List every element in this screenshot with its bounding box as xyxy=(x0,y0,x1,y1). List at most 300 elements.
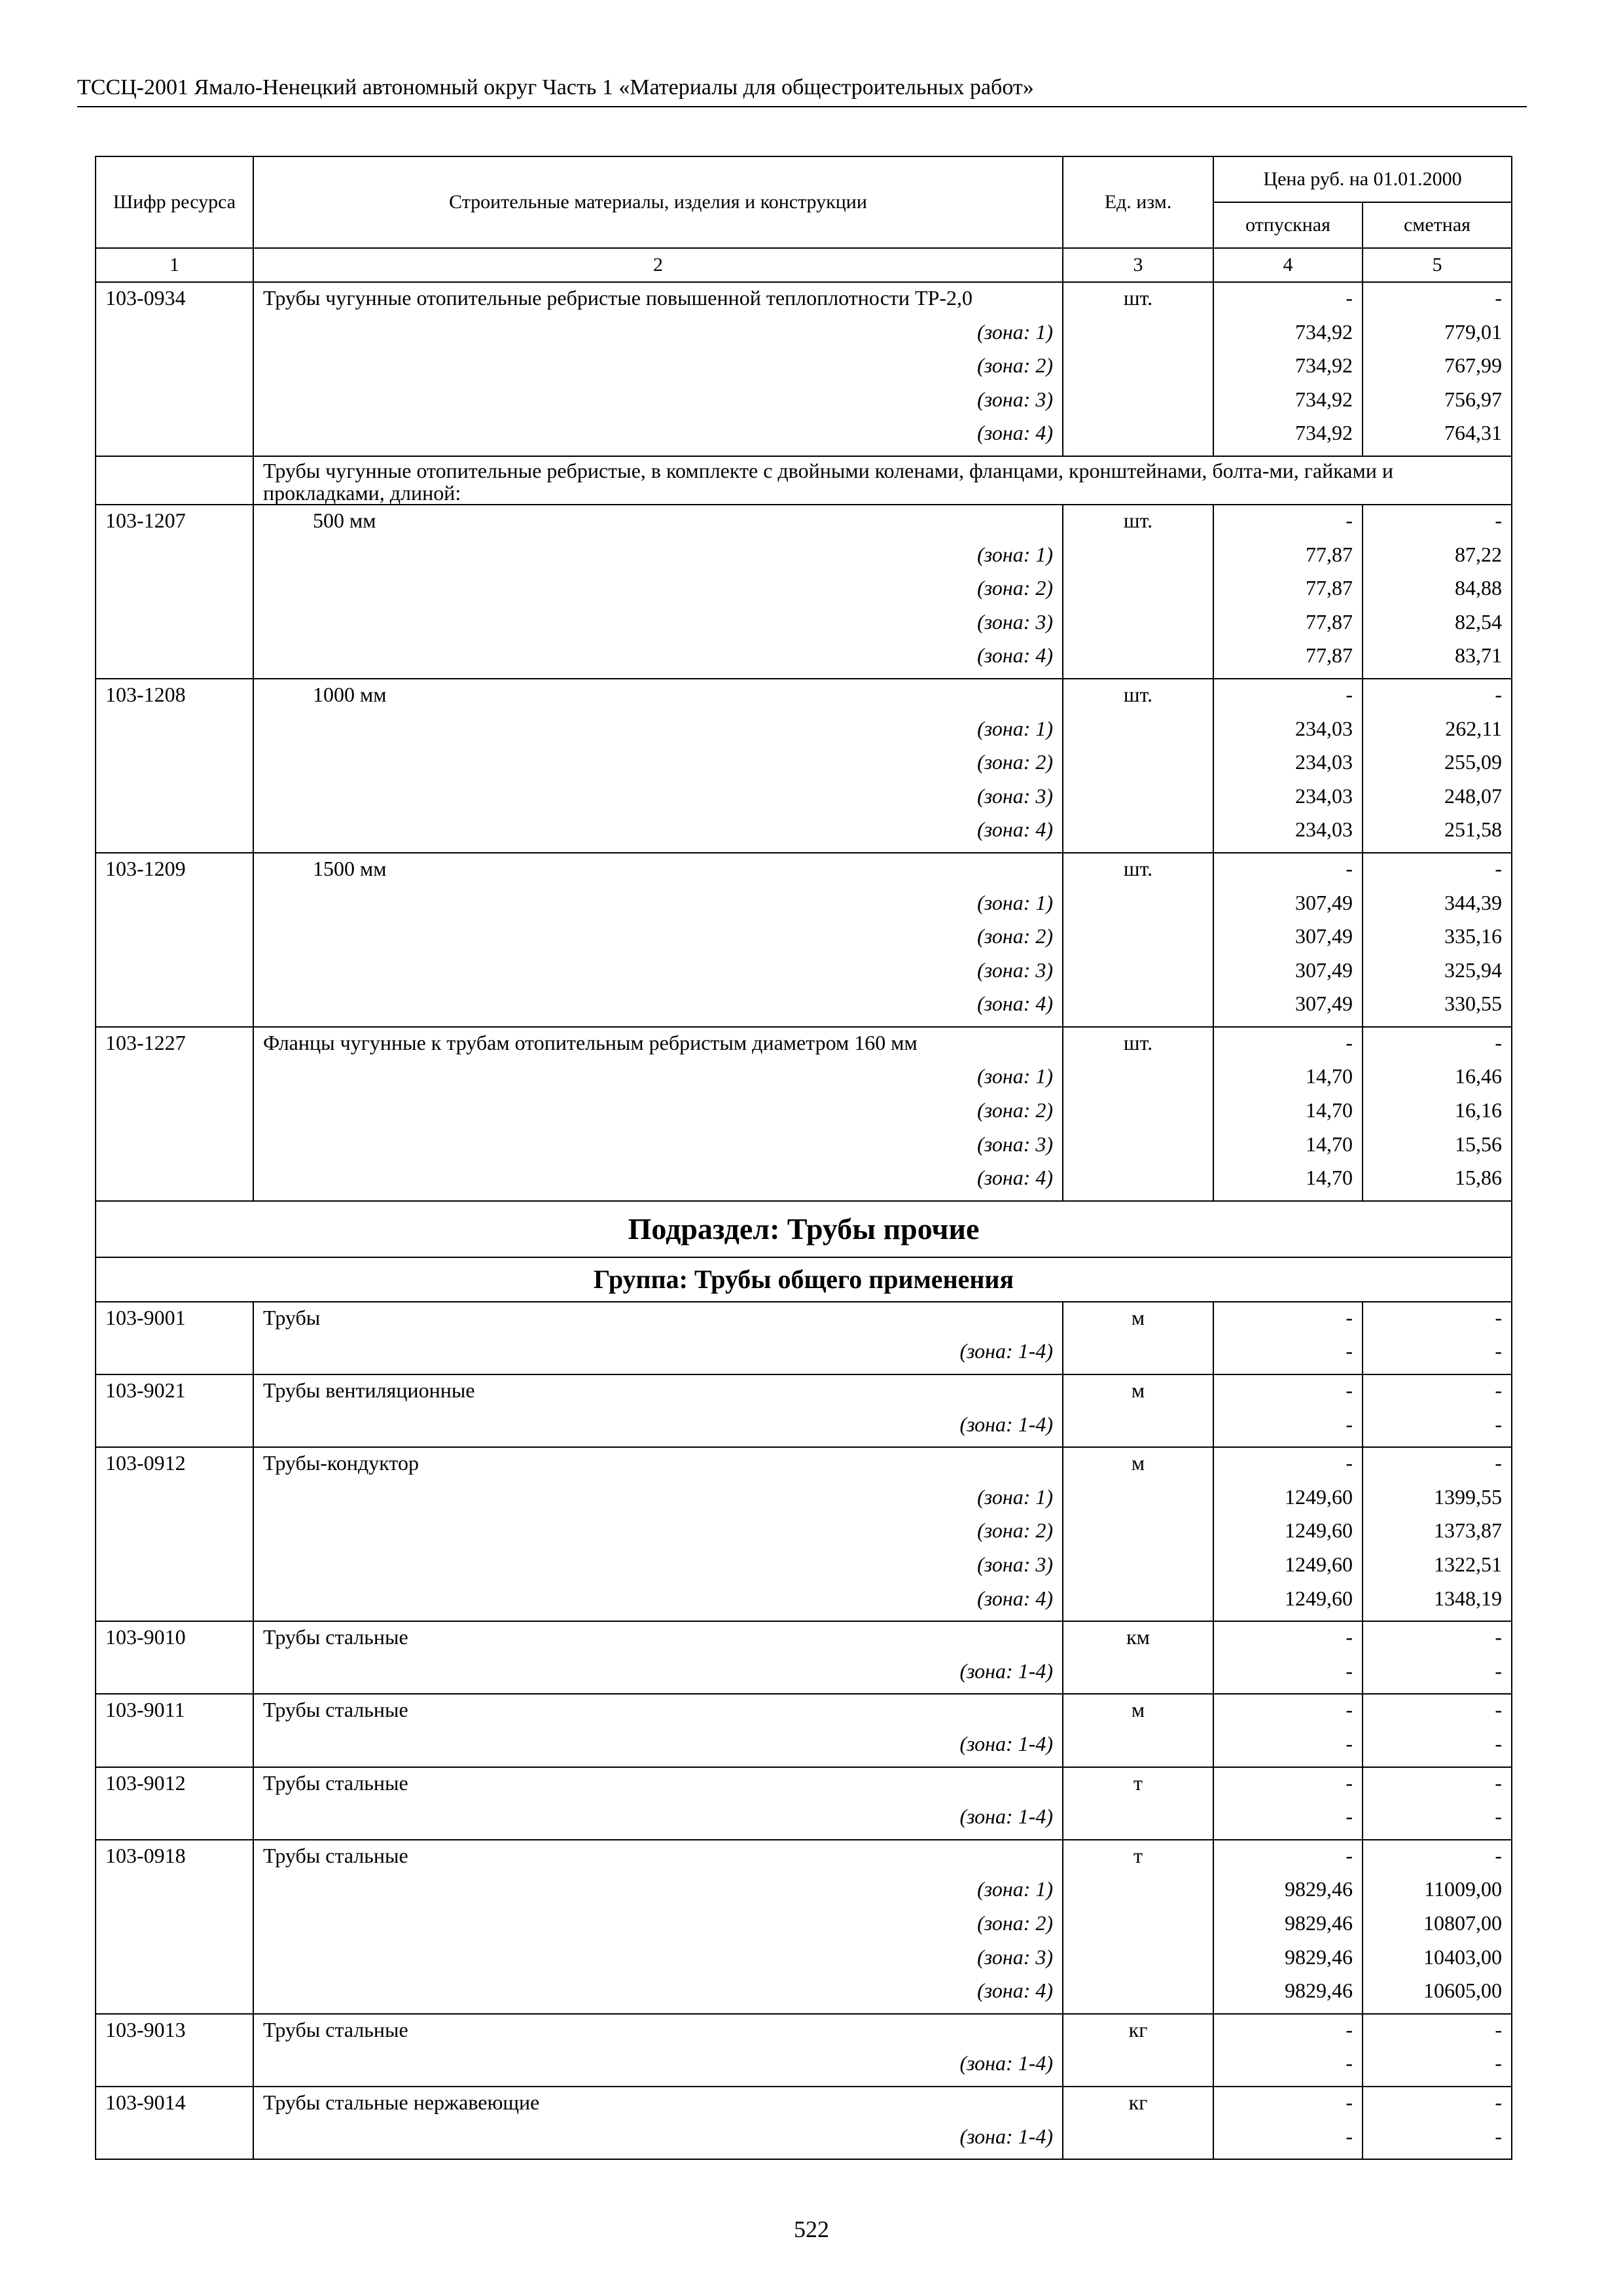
estimate-price: - xyxy=(1363,1340,1512,1374)
zone-row xyxy=(96,959,1512,993)
unit-of-measure xyxy=(1063,1340,1213,1374)
material-name: Трубы-кондуктор xyxy=(253,1447,1063,1486)
column-header-price-group: Цена руб. на 01.01.2000 xyxy=(1213,156,1512,202)
zone-label: (зона: 2) xyxy=(253,1912,1063,1946)
material-name: Трубы вентиляционные xyxy=(253,1374,1063,1413)
zone-label: (зона: 1) xyxy=(253,1878,1063,1912)
material-name: 1000 мм xyxy=(253,679,1063,717)
zone-label: (зона: 3) xyxy=(253,1133,1063,1167)
estimate-price: 1373,87 xyxy=(1363,1519,1512,1553)
table-row xyxy=(96,1840,1512,1878)
resource-code xyxy=(96,1587,253,1622)
release-price: 1249,60 xyxy=(1213,1519,1363,1553)
resource-code xyxy=(96,1553,253,1587)
estimate-price: 15,86 xyxy=(1363,1166,1512,1201)
unit-of-measure: м xyxy=(1063,1374,1213,1413)
release-price: 1249,60 xyxy=(1213,1486,1363,1520)
estimate-price: 82,54 xyxy=(1363,611,1512,645)
release-price: - xyxy=(1213,1767,1363,1806)
release-price: 234,03 xyxy=(1213,751,1363,785)
resource-code: 103-9012 xyxy=(96,1767,253,1806)
zone-label: (зона: 2) xyxy=(253,925,1063,959)
zone-label: (зона: 1-4) xyxy=(253,1413,1063,1448)
group-title-text: Трубы чугунные отопительные ребристые, в комплекте с двойными коленами, фланцами, кронштейнами, болта-ми, гайками и прокладками, длиной: xyxy=(253,456,1512,505)
zone-label: (зона: 3) xyxy=(253,785,1063,819)
zone-label: (зона: 3) xyxy=(253,1553,1063,1587)
resource-code xyxy=(96,2052,253,2087)
unit-of-measure xyxy=(1063,717,1213,751)
subsection-heading-row xyxy=(96,1201,1512,1257)
zone-row xyxy=(96,1587,1512,1622)
resource-code xyxy=(96,1878,253,1912)
release-price: 9829,46 xyxy=(1213,1912,1363,1946)
material-name: Трубы стальные нержавеющие xyxy=(253,2087,1063,2125)
zone-row xyxy=(96,1413,1512,1448)
unit-of-measure xyxy=(1063,959,1213,993)
column-number: 5 xyxy=(1363,248,1512,282)
resource-code: 103-9011 xyxy=(96,1694,253,1732)
zone-row xyxy=(96,388,1512,422)
resource-code xyxy=(96,1805,253,1840)
estimate-price: 15,56 xyxy=(1363,1133,1512,1167)
release-price: 234,03 xyxy=(1213,717,1363,751)
unit-of-measure xyxy=(1063,1946,1213,1980)
unit-of-measure: шт. xyxy=(1063,282,1213,321)
zone-label: (зона: 1) xyxy=(253,1065,1063,1099)
release-price: 77,87 xyxy=(1213,543,1363,577)
group-heading: Группа: Трубы общего применения xyxy=(96,1257,1512,1302)
estimate-price: - xyxy=(1363,679,1512,717)
resource-code: 103-9001 xyxy=(96,1302,253,1340)
unit-of-measure xyxy=(1063,785,1213,819)
unit-of-measure xyxy=(1063,321,1213,355)
resource-code xyxy=(96,321,253,355)
zone-row xyxy=(96,1912,1512,1946)
unit-of-measure: т xyxy=(1063,1840,1213,1878)
release-price: 77,87 xyxy=(1213,644,1363,679)
release-price: - xyxy=(1213,1732,1363,1767)
zone-row xyxy=(96,2052,1512,2087)
resource-code xyxy=(96,992,253,1027)
resource-code xyxy=(96,577,253,611)
zone-label: (зона: 4) xyxy=(253,644,1063,679)
estimate-price: - xyxy=(1363,505,1512,543)
zone-row xyxy=(96,354,1512,388)
estimate-price: 779,01 xyxy=(1363,321,1512,355)
unit-of-measure xyxy=(1063,354,1213,388)
resource-code xyxy=(96,1519,253,1553)
resource-code xyxy=(96,1065,253,1099)
release-price: - xyxy=(1213,1805,1363,1840)
table-row xyxy=(96,1027,1512,1066)
resource-code xyxy=(96,1946,253,1980)
zone-row xyxy=(96,992,1512,1027)
column-header-name: Строительные материалы, изделия и конструкции xyxy=(253,156,1063,248)
zone-label: (зона: 1) xyxy=(253,891,1063,925)
table-row xyxy=(96,1621,1512,1660)
resource-code xyxy=(96,388,253,422)
resource-code xyxy=(96,1133,253,1167)
resource-code xyxy=(96,1099,253,1133)
resource-code: 103-1208 xyxy=(96,679,253,717)
release-price: 734,92 xyxy=(1213,321,1363,355)
unit-of-measure xyxy=(1063,1912,1213,1946)
unit-of-measure xyxy=(1063,543,1213,577)
estimate-price: 330,55 xyxy=(1363,992,1512,1027)
table-row xyxy=(96,505,1512,543)
zone-row xyxy=(96,717,1512,751)
column-number: 2 xyxy=(253,248,1063,282)
resource-code xyxy=(96,456,253,505)
resource-code: 103-9010 xyxy=(96,1621,253,1660)
document-header: ТССЦ-2001 Ямало-Ненецкий автономный округ Часть 1 «Материалы для общестроительных работ» xyxy=(77,75,1034,99)
zone-label: (зона: 2) xyxy=(253,1099,1063,1133)
resource-code xyxy=(96,611,253,645)
release-price: - xyxy=(1213,1340,1363,1374)
resource-code xyxy=(96,717,253,751)
estimate-price: - xyxy=(1363,853,1512,891)
zone-label: (зона: 1-4) xyxy=(253,1732,1063,1767)
unit-of-measure xyxy=(1063,611,1213,645)
estimate-price: 1322,51 xyxy=(1363,1553,1512,1587)
release-price: - xyxy=(1213,1660,1363,1695)
zone-row xyxy=(96,2125,1512,2160)
column-number: 1 xyxy=(96,248,253,282)
estimate-price: - xyxy=(1363,1840,1512,1878)
estimate-price: - xyxy=(1363,1732,1512,1767)
zone-row xyxy=(96,422,1512,456)
release-price: 734,92 xyxy=(1213,422,1363,456)
estimate-price: - xyxy=(1363,1413,1512,1448)
material-name: Трубы стальные xyxy=(253,2014,1063,2053)
table-row xyxy=(96,1374,1512,1413)
zone-label: (зона: 4) xyxy=(253,1166,1063,1201)
release-price: - xyxy=(1213,505,1363,543)
zone-row xyxy=(96,1878,1512,1912)
resource-code xyxy=(96,959,253,993)
release-price: 77,87 xyxy=(1213,577,1363,611)
unit-of-measure xyxy=(1063,1486,1213,1520)
resource-code xyxy=(96,891,253,925)
group-heading-row xyxy=(96,1257,1512,1302)
resource-code xyxy=(96,785,253,819)
zone-row xyxy=(96,925,1512,959)
zone-row xyxy=(96,1519,1512,1553)
zone-row xyxy=(96,1133,1512,1167)
release-price: - xyxy=(1213,1374,1363,1413)
estimate-price: - xyxy=(1363,1660,1512,1695)
zone-label: (зона: 1) xyxy=(253,543,1063,577)
zone-row xyxy=(96,1340,1512,1374)
unit-of-measure: м xyxy=(1063,1302,1213,1340)
resource-code: 103-1209 xyxy=(96,853,253,891)
unit-of-measure xyxy=(1063,2125,1213,2160)
release-price: 307,49 xyxy=(1213,992,1363,1027)
table-row xyxy=(96,1767,1512,1806)
estimate-price: 1348,19 xyxy=(1363,1587,1512,1622)
zone-label: (зона: 1) xyxy=(253,1486,1063,1520)
unit-of-measure xyxy=(1063,1660,1213,1695)
release-price: - xyxy=(1213,1413,1363,1448)
resource-code xyxy=(96,543,253,577)
column-number: 3 xyxy=(1063,248,1213,282)
zone-row xyxy=(96,785,1512,819)
zone-row xyxy=(96,1099,1512,1133)
estimate-price: 325,94 xyxy=(1363,959,1512,993)
zone-row xyxy=(96,1660,1512,1695)
resource-code xyxy=(96,422,253,456)
resource-code: 103-9021 xyxy=(96,1374,253,1413)
zone-row xyxy=(96,1065,1512,1099)
page-number: 522 xyxy=(794,2216,829,2242)
unit-of-measure xyxy=(1063,1553,1213,1587)
material-name: Трубы чугунные отопительные ребристые повышенной теплоплотности ТР-2,0 xyxy=(253,282,1063,321)
release-price: - xyxy=(1213,2052,1363,2087)
material-name: 1500 мм xyxy=(253,853,1063,891)
material-name: Фланцы чугунные к трубам отопительным ребристым диаметром 160 мм xyxy=(253,1027,1063,1066)
zone-row xyxy=(96,577,1512,611)
unit-of-measure xyxy=(1063,925,1213,959)
resource-code xyxy=(96,925,253,959)
estimate-price: - xyxy=(1363,2125,1512,2160)
release-price: - xyxy=(1213,679,1363,717)
release-price: 14,70 xyxy=(1213,1065,1363,1099)
estimate-price: 1399,55 xyxy=(1363,1486,1512,1520)
resource-code: 103-0912 xyxy=(96,1447,253,1486)
unit-of-measure: шт. xyxy=(1063,679,1213,717)
unit-of-measure: кг xyxy=(1063,2014,1213,2053)
zone-row xyxy=(96,1946,1512,1980)
release-price: - xyxy=(1213,2014,1363,2053)
release-price: - xyxy=(1213,2125,1363,2160)
resource-code xyxy=(96,1979,253,2014)
release-price: - xyxy=(1213,1621,1363,1660)
estimate-price: - xyxy=(1363,1805,1512,1840)
material-name: Трубы xyxy=(253,1302,1063,1340)
release-price: 77,87 xyxy=(1213,611,1363,645)
unit-of-measure: км xyxy=(1063,1621,1213,1660)
unit-of-measure xyxy=(1063,1065,1213,1099)
zone-row xyxy=(96,1805,1512,1840)
unit-of-measure: м xyxy=(1063,1694,1213,1732)
unit-of-measure xyxy=(1063,422,1213,456)
resource-code xyxy=(96,751,253,785)
zone-label: (зона: 4) xyxy=(253,1587,1063,1622)
release-price: 14,70 xyxy=(1213,1166,1363,1201)
estimate-price: 248,07 xyxy=(1363,785,1512,819)
unit-of-measure: шт. xyxy=(1063,853,1213,891)
zone-row xyxy=(96,644,1512,679)
resource-code xyxy=(96,1732,253,1767)
estimate-price: 83,71 xyxy=(1363,644,1512,679)
zone-label: (зона: 2) xyxy=(253,354,1063,388)
unit-of-measure: м xyxy=(1063,1447,1213,1486)
estimate-price: 87,22 xyxy=(1363,543,1512,577)
zone-row xyxy=(96,818,1512,853)
resource-code: 103-9013 xyxy=(96,2014,253,2053)
zone-row xyxy=(96,1732,1512,1767)
release-price: 9829,46 xyxy=(1213,1878,1363,1912)
table-row xyxy=(96,282,1512,321)
release-price: 307,49 xyxy=(1213,959,1363,993)
resource-code xyxy=(96,1660,253,1695)
estimate-price: - xyxy=(1363,1767,1512,1806)
estimate-price: - xyxy=(1363,2014,1512,2053)
release-price: 234,03 xyxy=(1213,818,1363,853)
resource-code: 103-1207 xyxy=(96,505,253,543)
estimate-price: 335,16 xyxy=(1363,925,1512,959)
zone-row xyxy=(96,543,1512,577)
unit-of-measure xyxy=(1063,1099,1213,1133)
unit-of-measure xyxy=(1063,818,1213,853)
estimate-price: - xyxy=(1363,1302,1512,1340)
zone-label: (зона: 4) xyxy=(253,992,1063,1027)
release-price: - xyxy=(1213,2087,1363,2125)
unit-of-measure xyxy=(1063,751,1213,785)
resource-code: 103-0934 xyxy=(96,282,253,321)
estimate-price: - xyxy=(1363,2087,1512,2125)
resource-code: 103-9014 xyxy=(96,2087,253,2125)
unit-of-measure xyxy=(1063,1519,1213,1553)
zone-label: (зона: 1-4) xyxy=(253,1660,1063,1695)
release-price: 734,92 xyxy=(1213,354,1363,388)
group-title-row xyxy=(96,456,1512,505)
estimate-price: 262,11 xyxy=(1363,717,1512,751)
release-price: - xyxy=(1213,853,1363,891)
release-price: - xyxy=(1213,1302,1363,1340)
unit-of-measure: кг xyxy=(1063,2087,1213,2125)
unit-of-measure xyxy=(1063,1587,1213,1622)
release-price: - xyxy=(1213,1447,1363,1486)
table-row xyxy=(96,2087,1512,2125)
estimate-price: 764,31 xyxy=(1363,422,1512,456)
zone-label: (зона: 3) xyxy=(253,959,1063,993)
release-price: - xyxy=(1213,1840,1363,1878)
estimate-price: - xyxy=(1363,1027,1512,1066)
zone-label: (зона: 3) xyxy=(253,1946,1063,1980)
table-body xyxy=(96,282,1512,2159)
unit-of-measure xyxy=(1063,577,1213,611)
release-price: 9829,46 xyxy=(1213,1979,1363,2014)
zone-label: (зона: 4) xyxy=(253,818,1063,853)
zone-label: (зона: 3) xyxy=(253,388,1063,422)
zone-label: (зона: 1-4) xyxy=(253,1340,1063,1374)
material-name: Трубы стальные xyxy=(253,1621,1063,1660)
zone-row xyxy=(96,1979,1512,2014)
resource-code xyxy=(96,1912,253,1946)
release-price: 234,03 xyxy=(1213,785,1363,819)
unit-of-measure xyxy=(1063,1979,1213,2014)
estimate-price: - xyxy=(1363,1621,1512,1660)
unit-of-measure: шт. xyxy=(1063,505,1213,543)
estimate-price: 10605,00 xyxy=(1363,1979,1512,2014)
resource-code xyxy=(96,1486,253,1520)
zone-label: (зона: 1-4) xyxy=(253,1805,1063,1840)
zone-label: (зона: 2) xyxy=(253,577,1063,611)
zone-label: (зона: 2) xyxy=(253,1519,1063,1553)
unit-of-measure xyxy=(1063,1413,1213,1448)
unit-of-measure: шт. xyxy=(1063,1027,1213,1066)
unit-of-measure: т xyxy=(1063,1767,1213,1806)
table-row xyxy=(96,853,1512,891)
release-price: 1249,60 xyxy=(1213,1587,1363,1622)
column-header-unit: Ед. изм. xyxy=(1063,156,1213,248)
estimate-price: - xyxy=(1363,282,1512,321)
header-divider xyxy=(77,106,1527,107)
unit-of-measure xyxy=(1063,2052,1213,2087)
zone-label: (зона: 1) xyxy=(253,321,1063,355)
zone-label: (зона: 1-4) xyxy=(253,2125,1063,2160)
material-name: Трубы стальные xyxy=(253,1767,1063,1806)
unit-of-measure xyxy=(1063,891,1213,925)
release-price: 14,70 xyxy=(1213,1133,1363,1167)
resource-code xyxy=(96,818,253,853)
column-header-release-price: отпускная xyxy=(1213,202,1363,248)
zone-label: (зона: 1) xyxy=(253,717,1063,751)
unit-of-measure xyxy=(1063,1133,1213,1167)
unit-of-measure xyxy=(1063,1166,1213,1201)
release-price: 307,49 xyxy=(1213,925,1363,959)
unit-of-measure xyxy=(1063,388,1213,422)
material-name: Трубы стальные xyxy=(253,1694,1063,1732)
estimate-price: 16,16 xyxy=(1363,1099,1512,1133)
materials-price-table xyxy=(95,156,1512,2160)
resource-code xyxy=(96,2125,253,2160)
release-price: 1249,60 xyxy=(1213,1553,1363,1587)
zone-row xyxy=(96,751,1512,785)
subsection-heading: Подраздел: Трубы прочие xyxy=(96,1201,1512,1257)
table-row xyxy=(96,1447,1512,1486)
zone-row xyxy=(96,1553,1512,1587)
resource-code xyxy=(96,1340,253,1374)
release-price: - xyxy=(1213,282,1363,321)
unit-of-measure xyxy=(1063,644,1213,679)
zone-row xyxy=(96,611,1512,645)
estimate-price: 84,88 xyxy=(1363,577,1512,611)
release-price: 734,92 xyxy=(1213,388,1363,422)
unit-of-measure xyxy=(1063,1732,1213,1767)
estimate-price: 756,97 xyxy=(1363,388,1512,422)
release-price: - xyxy=(1213,1694,1363,1732)
material-name: 500 мм xyxy=(253,505,1063,543)
estimate-price: - xyxy=(1363,2052,1512,2087)
zone-label: (зона: 3) xyxy=(253,611,1063,645)
zone-row xyxy=(96,1486,1512,1520)
release-price: - xyxy=(1213,1027,1363,1066)
unit-of-measure xyxy=(1063,992,1213,1027)
resource-code xyxy=(96,354,253,388)
resource-code: 103-1227 xyxy=(96,1027,253,1066)
zone-label: (зона: 4) xyxy=(253,1979,1063,2014)
column-number: 4 xyxy=(1213,248,1363,282)
estimate-price: 11009,00 xyxy=(1363,1878,1512,1912)
estimate-price: 10807,00 xyxy=(1363,1912,1512,1946)
estimate-price: 344,39 xyxy=(1363,891,1512,925)
resource-code: 103-0918 xyxy=(96,1840,253,1878)
table-row xyxy=(96,1694,1512,1732)
resource-code xyxy=(96,1166,253,1201)
release-price: 14,70 xyxy=(1213,1099,1363,1133)
release-price: 9829,46 xyxy=(1213,1946,1363,1980)
material-name: Трубы стальные xyxy=(253,1840,1063,1878)
column-header-code: Шифр ресурса xyxy=(96,156,253,248)
unit-of-measure xyxy=(1063,1805,1213,1840)
estimate-price: - xyxy=(1363,1447,1512,1486)
resource-code xyxy=(96,644,253,679)
estimate-price: 255,09 xyxy=(1363,751,1512,785)
release-price: 307,49 xyxy=(1213,891,1363,925)
zone-row xyxy=(96,321,1512,355)
